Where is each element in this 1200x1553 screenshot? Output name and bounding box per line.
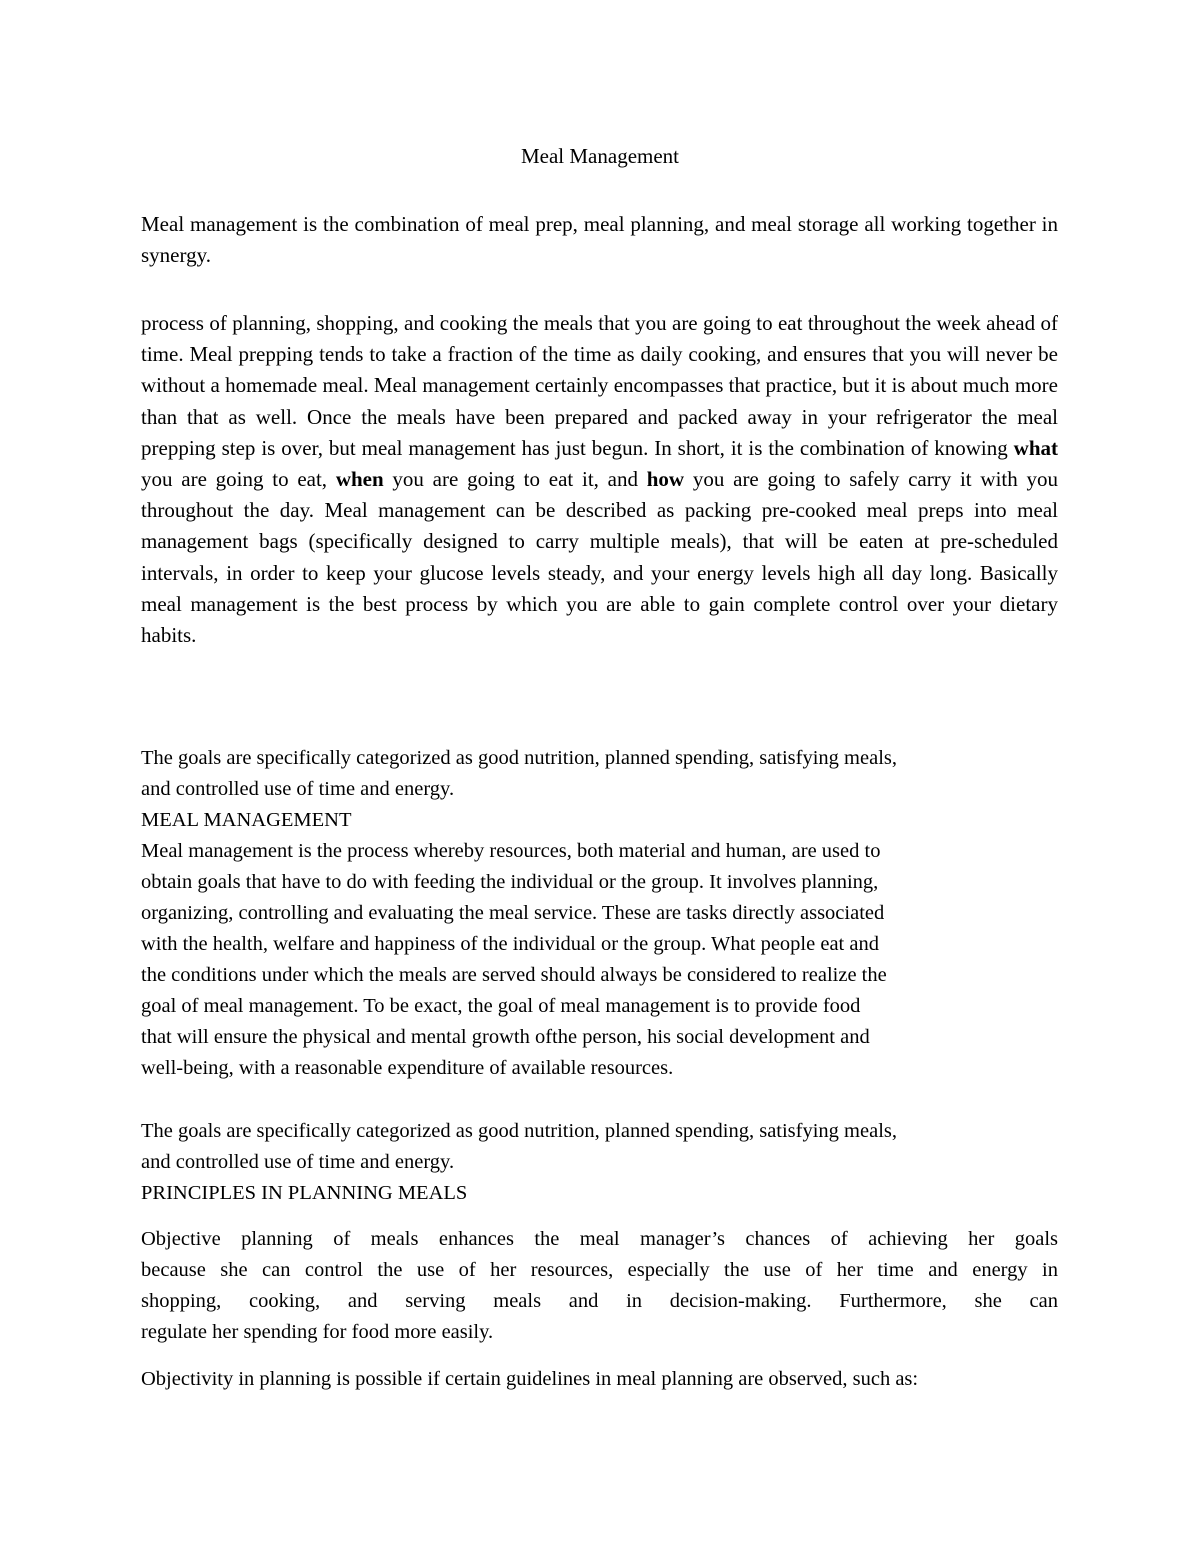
body-line: the conditions under which the meals are served should always be considered to realize the [141, 964, 887, 986]
body-line: shopping, cooking, and serving meals and in decision-making. Furthermore, she can [141, 1290, 1058, 1312]
intro-paragraph: Meal management is the combination of meal prep, meal planning, and meal storage all working together in synergy. [141, 212, 1058, 268]
body-line: because she can control the use of her resources, especially the use of her time and energy in [141, 1259, 1058, 1281]
paragraph-text: process of planning, shopping, and cooking the meals that you are going to eat throughout the week ahead of time. Meal prepping tends to take a fraction of the time as daily cooking, and ensures that you will never be without a homemade meal. Meal management certainly encompasses that practice, but it is about much more than that as well. Once the meals have been prepared and packed away in your refrigerator the meal prepping step is over, but meal management has just begun. In short, it is the combination of knowing [141, 311, 1058, 460]
section-heading: MEAL MANAGEMENT [141, 809, 352, 831]
emphasis-how: how [646, 467, 685, 492]
body-line: Meal management is the process whereby resources, both material and human, are used to [141, 840, 881, 862]
objectivity-line: Objectivity in planning is possible if certain guidelines in meal planning are observed, such as: [141, 1368, 919, 1390]
body-line: goal of meal management. To be exact, the goal of meal management is to provide food [141, 995, 861, 1017]
emphasis-when: when [335, 467, 384, 492]
paragraph-text: you are going to eat, [141, 467, 336, 492]
body-line: with the health, welfare and happiness of the individual or the group. What people eat and [141, 933, 879, 955]
body-line: obtain goals that have to do with feeding the individual or the group. It involves planning, [141, 871, 879, 893]
meal-prep-paragraph [141, 308, 1058, 651]
goals-line: and controlled use of time and energy. [141, 1151, 455, 1173]
objective-planning-paragraph [141, 1224, 1058, 1348]
section-heading: PRINCIPLES IN PLANNING MEALS [141, 1182, 468, 1204]
paragraph-text: you are going to eat it, and [383, 467, 647, 492]
paragraph-text: you are going to safely carry it with you throughout the day. Meal management can be described as packing pre-cooked meal preps into meal management bags (specifically designed to carry multiple meals), that will be eaten at pre-scheduled intervals, in order to keep your glucose levels steady, and your energy levels high all day long. Basically meal management is the best process by which you are able to gain complete control over your dietary habits. [141, 467, 1058, 648]
body-line: Objective planning of meals enhances the meal manager’s chances of achieving her goals [141, 1228, 1058, 1250]
body-line: regulate her spending for food more easily. [141, 1321, 494, 1343]
meal-management-section [141, 743, 1021, 1084]
body-line: that will ensure the physical and mental growth ofthe person, his social development and [141, 1026, 870, 1048]
principles-section [141, 1116, 1021, 1209]
page-title: Meal Management [520, 144, 680, 168]
goals-line: The goals are specifically categorized as good nutrition, planned spending, satisfying meals, [141, 747, 897, 769]
body-line: well-being, with a reasonable expenditure of available resources. [141, 1057, 674, 1079]
emphasis-what: what [1013, 435, 1058, 460]
goals-line: The goals are specifically categorized as good nutrition, planned spending, satisfying meals, [141, 1120, 897, 1142]
goals-line: and controlled use of time and energy. [141, 778, 455, 800]
body-line: organizing, controlling and evaluating the meal service. These are tasks directly associated [141, 902, 885, 924]
